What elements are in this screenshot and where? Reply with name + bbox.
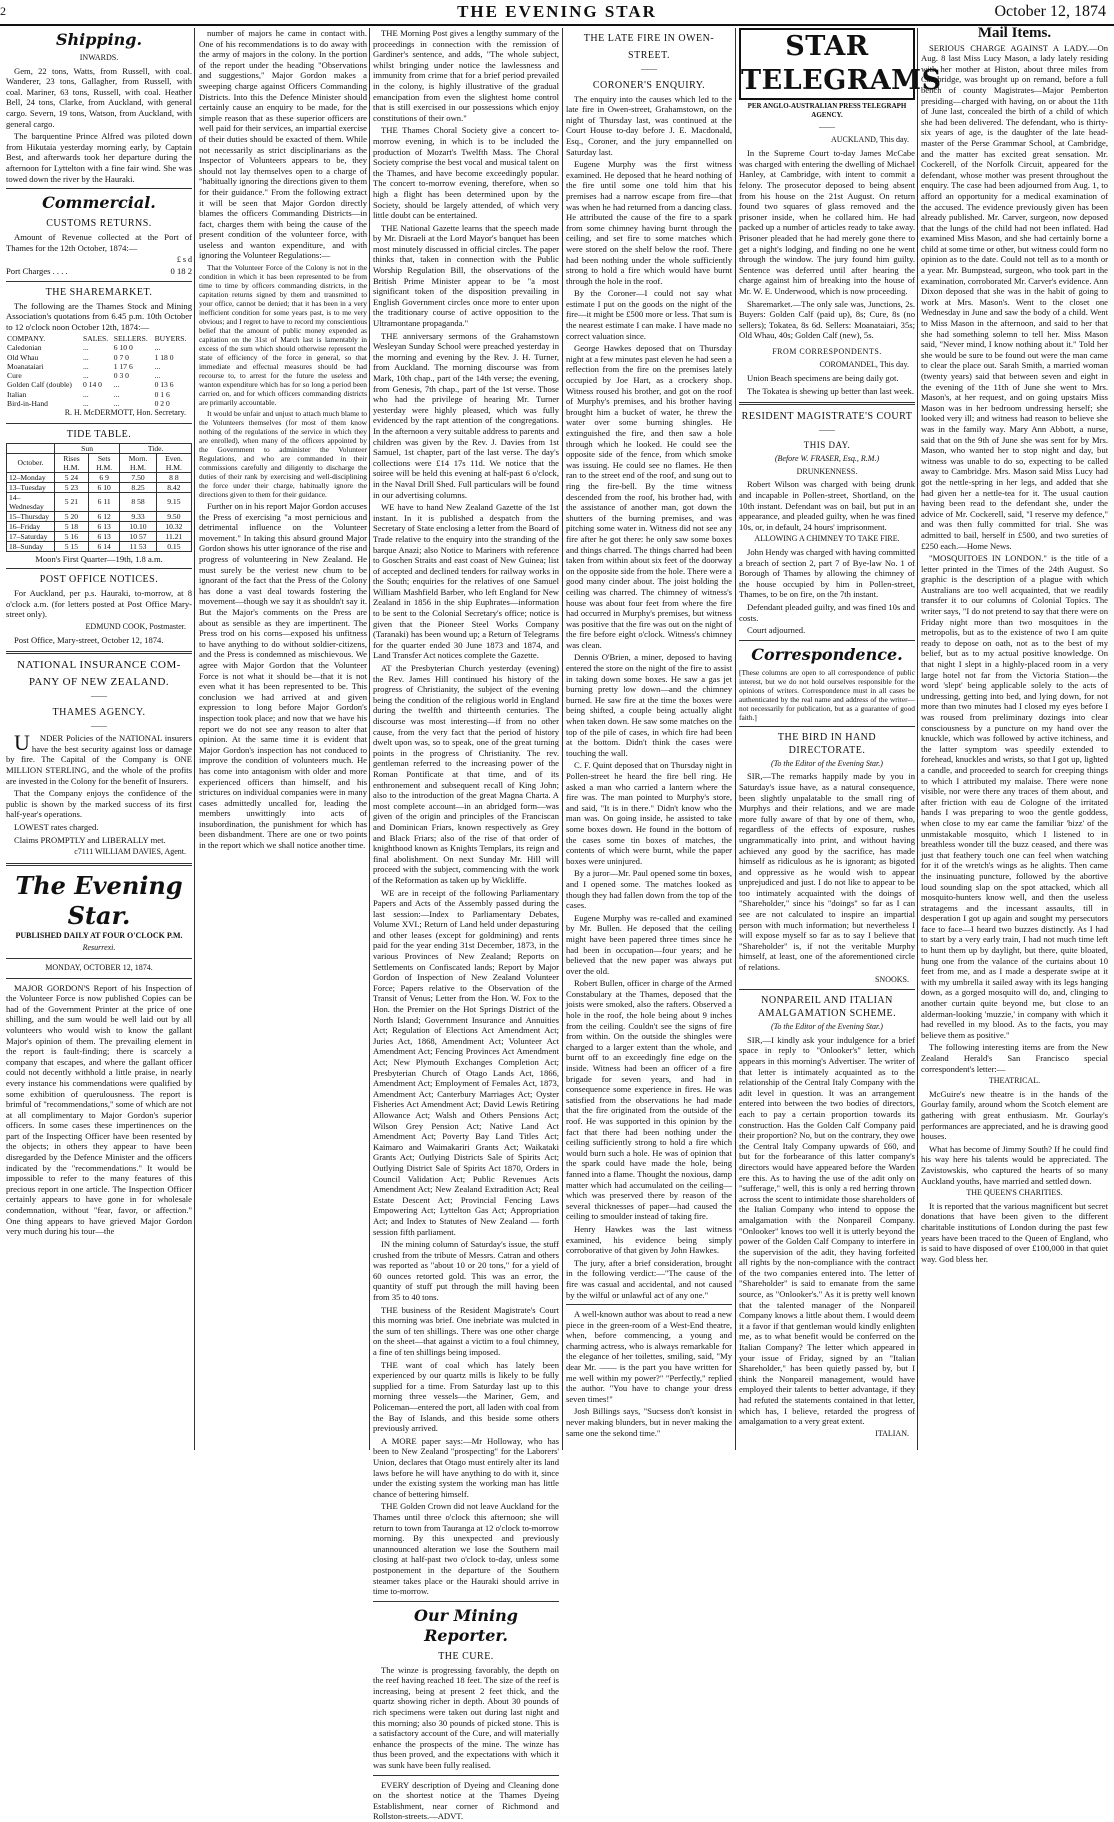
table-row — [6, 353, 192, 362]
table-cell: 11.21 — [156, 531, 191, 541]
to-editor: (To the Editor of the Evening Star.) — [771, 758, 883, 768]
port-charges-label: Port Charges . . . . — [6, 265, 68, 276]
advertisement: EVERY description of Dyeing and Cleaning done on the shortest notice at the Thames Dyeing Establishment, near corner of Richmond and Rollston-streets.—ADVT. — [373, 1779, 559, 1822]
table-header: Morn. H.M. — [120, 453, 156, 472]
divider — [566, 1304, 732, 1305]
ornament: —— — [819, 424, 835, 434]
table-header: Tide. — [120, 443, 192, 453]
table-cell: 5 24 — [54, 472, 88, 482]
table-header: Rises H.M. — [54, 453, 88, 472]
inquest-paragraph: Eugene Murphy was the first witness examined. He deposed that he heard nothing of the fire until some one told him that his premises had a narrow escape from fire—that was when he had returned from a dancing class. He attributed the cause of the fire to a spark from some chimney having burnt through the ceiling, and set fire to some matches which were stored on the shelf below the roof. There had been nothing under the whole sufficiently strong to hold a fire which would have burnt through the hole in the roof. — [566, 159, 732, 286]
mail-paragraph: SERIOUS CHARGE AGAINST A LADY.—On Aug. 8 last Miss Lucy Mason, a lady lately residing with her mother at Histon, about three miles from Cambridge, was brought up on remand, before a full bench of county Magistrates—Major Pemberton presiding—charged with having, on or about the 11th of June last, concealed the birth of a child of which she had been delivered. The defendant, who is thirty-six years of age, is the daughter of the late head-master of the Perse Grammar School, at Cambridge, and the matter has excited great sensation. Mr. Cockerell, of the Norfolk Circuit, appeared for the defendant, whose mother was present throughout the enquiry. The case had been adjourned from Aug. 1, to afford an opportunity for a medical examination of the accused. The evidence previously given has been already published. Mr. Carver, surgeon, now deposed that the lungs of the child had not been inflated. Had examined Miss Mason, and she had certainly borne a child at some time or other, but witness could form no opinion as to the date. Could not tell as to a month or a year. Mr. Bumpstead, surgeon, who took part in the examination, corroborated Mr. Carver's evidence. Ann Dixon deposed that she was in the habit of going to work at Mrs. Mason's. Went to the closet one Wednesday in June and saw the body of a child. Went to Miss Mason in the afternoon, and said to her that she had something solemn to tell her. Miss Mason said, "Never mind, I know nothing about it." Told her she would be sure to be found out were the man came to clear the place out. Sarah Smith, a married woman (twenty years) said that between seven and eight in the evening of the 11th of June she went to Mrs. Mason's, at her request, and on going upstairs Miss Mason was in her bedroom undressing herself; she looked very ill; and witness had reason to believe she was in the family way. Mary Ann Abbott, a nurse, said that on the 9th of June she was sent for by Mrs. Mason, who wanted her to stop night and day, but witness was unable to do so, expecting to be called away to Cambridge. Mrs. Mason said Miss Lucy had got the nettle-spring in her legs, and added that she had given her a nettle-tea for it. The usual caution having been read to the defendant she, under the advice of Mr. Cockerell, said, "I reserve my defence," and was then fully committed for trial. She was admitted to bail, herself in £500, and two sureties of £250 each.—Home News. — [921, 42, 1108, 551]
insurance-rates: LOWEST rates charged. — [14, 822, 99, 832]
table-cell: ... — [82, 371, 89, 381]
news-paragraph: THE Morning Post gives a lengthy summary of the proceedings in connection with the remission of Gardiner's sentence, and adds, "The whole subject, whilst bringing under notice the lawlessness and immunity from crime that for a brief period prevailed in the colony, is highly illustrative of the gradual emancipation from even the slightest home control that is still exercised in our possessions which enjoy constitutions of their own." — [373, 28, 559, 123]
table-header — [7, 443, 55, 453]
divider — [6, 423, 192, 424]
issue-date: MONDAY, OCTOBER 12, 1874. — [45, 962, 153, 972]
telegraph-agency: PER ANGLO-AUSTRALIAN PRESS TELEGRAPH AGENCY. — [747, 102, 907, 119]
divider — [373, 1601, 559, 1602]
news-paragraph: THE want of coal which has lately been experienced by our quartz mills is likely to be fully supplied for a time. From Saturday last up to this morning three vessels—the Mariner, Gem, and Policeman—entered the port, all laden with coal from the Bay of Islands, and this beside some others previously arrived. — [373, 1359, 559, 1434]
mail-paragraph: The following interesting items are from the New Zealand Herald's San Francisco special correspondent's letter:— — [921, 1042, 1108, 1074]
table-cell: 0 13 6 — [154, 380, 174, 390]
dateline: COROMANDEL, This day. — [819, 359, 909, 369]
table-row — [7, 531, 192, 541]
fire-heading-1: THE LATE FIRE IN OWEN- — [583, 33, 715, 44]
divider — [6, 188, 192, 189]
port-charges-row — [6, 266, 192, 277]
insurance-text-2: That the Company enjoys the confidence of the public is shown by the marked success of its first half-year's operations. — [6, 788, 192, 820]
inwards-text: Gem, 22 tons, Watts, from Russell, with coal. Wanderer, 23 tons, Gallagher, from Russell, with coal. Mariner, 63 tons, Russell, with coal. Heather Bell, 24 tons, Clarke, from Auckland, with general cargo. Severn, 19 tons, Watson, from Auckland, with general cargo. — [6, 65, 192, 129]
table-row — [6, 380, 192, 389]
editorial-continued: number of majors he came in contact with. One of his recommendations is to do away with the army of majors in the colony. In the portion of the report under the heading "Observations and suggestions," Major Gordon makes a sweeping charge against Officers Commanding Districts. Into this the Defence Minister should certainly cause an enquiry to be made, for the simple reason that as these superior officers are well paid for their services, an impartial exercise of their duties should be exacted of them. While not necessarily as strict disciplinarians as the Inspector of Volunteers appears to be, they should not lay themselves open to a charge of "habitually ignoring the directions given to them for their guidance." From the following extract it will be seen that Major Gordon directly blames the officers Commanding Districts—in fact, charges them with being the cause of the present condition of the volunteer force, with useless and wanton expenditure, and with ignoring the Volunteer Regulations:— — [199, 28, 367, 261]
column-rule — [735, 28, 736, 1450]
inquest-paragraph: The jury, after a brief consideration, brought in the following verdict:—"The cause of the fire was casual and accidental, and not caused by the wilful or unlawful act of any one." — [566, 1257, 732, 1300]
table-cell: Moanataiari — [7, 361, 44, 371]
table-cell: Bird-in-Hand — [7, 398, 48, 408]
commercial-heading: Commercial. — [42, 193, 156, 213]
table-cell: 8 58 — [120, 492, 156, 511]
table-cell: 6 13 — [89, 521, 120, 531]
page-number: 2 — [0, 4, 6, 18]
news-paragraph: WE have to hand New Zealand Gazette of the 1st instant. In it is published a despatch from the Secretary of State enclosing a letter from the Board of Trade relative to the enquiry into the stranding of the barque Anazi; also Notice to Mariners with reference to Goschen Straits and east coast of New Guinea; list of accepted and declined tenders for railway works in the South; enquiries for the relatives of one Samuel William Mashfield Barber, who left England for New Zealand in 1856 in the ship Euphrates—information to be sent to the Colonial Secretary's office; notice is given that the Pioneer Steel Works Company (Taranaki) has been wound up; a Return of Telegrams for the quarter ended 30 June 1873 and 1874, and Land Transfer Act notices complete the Gazette. — [373, 502, 559, 661]
table-cell: 5 21 — [54, 492, 88, 511]
table-cell: ... — [154, 343, 161, 353]
inquest-paragraph: George Hawkes deposed that on Thursday night at a few minutes past eleven he had seen a reflection from the fire on the premises lately occupied by Joe Hart, as a crockery shop. Witness roused his brother, and got on the roof of Murphy's premises, and his brother having brought him a bucket of water, he threw the water over some burning shingles. He extinguished the fire, and then saw a hole through which he looked. He could see the opposite side of the fence, from which smoke was issuing. He could see no flames. He then ran to the street end of the roof, and sung out to ring the fire-bell. By the time witness descended from the roof, his brother had, with the assistance of another man, got down the shutters of the burning premises, and was pitching some water in. Witness did not see any fire after he got there: he only saw some boxes and things charred. The things charred had been taken from within about six feet of the doorway on the opposite side from the hole. There were a good many cinder about. The joist holding the ceiling was charred. The chimney of witness's house was about four feet from where the fire had occurred in Murphy's premises, but witness was positive that the fire was out on the night of the fire before eight o'clock. Witness's chimney was clean. — [566, 343, 732, 650]
post-signature: EDMUND COOK, Postmaster. — [85, 621, 186, 631]
table-row — [6, 399, 192, 408]
table-cell: 18–Sunday — [7, 541, 55, 551]
table-cell: 8 8 — [156, 472, 191, 482]
ornament: —— — [91, 720, 107, 730]
table-cell: 1 17 6 — [113, 361, 133, 371]
table-header: SALES. — [82, 334, 109, 344]
ornament: —— — [641, 64, 657, 73]
table-cell: 0 14 0 — [82, 380, 102, 390]
this-day: THIS DAY. — [803, 440, 851, 451]
fire-heading-2: STREET. — [628, 50, 670, 61]
court-text: Court adjourned. — [747, 625, 806, 636]
table-cell: 6 11 — [89, 492, 120, 511]
table-cell: ... — [82, 343, 89, 353]
post-date: Post Office, Mary-street, October 12, 1874. — [14, 635, 164, 646]
mining-heading: Our Mining Reporter. — [414, 1605, 518, 1645]
table-cell: 7.50 — [120, 472, 156, 482]
divider — [6, 568, 192, 569]
moon-note: Moon's First Quarter—19th, 1.8 a.m. — [35, 553, 163, 564]
table-cell: 6 14 — [89, 541, 120, 551]
table-cell: 0 7 0 — [113, 352, 129, 362]
table-cell: 5 20 — [54, 511, 88, 521]
letter-signature: ITALIAN. — [875, 1428, 909, 1438]
table-cell: ... — [154, 361, 161, 371]
table-cell: ... — [82, 352, 89, 362]
table-row — [7, 443, 192, 453]
thames-agency: THAMES AGENCY. — [52, 706, 146, 718]
masthead-title: THE EVENING STAR — [457, 2, 657, 21]
inquest-paragraph: Robert Bullen, officer in charge of the Armed Constabulary at the Thames, deposed that the joists were smoked, also the rafters. Observed a hole in the roof, the hole being about 9 inches from the ceiling. Couldn't see the signs of fire from within. On the outside the shingles were charged to a larger extent than the whole, and burnt off to an exceedingly fine edge on the inside. Witness had been an officer of a fire brigade for seven years, and had in consequence some experience in fires. He was satisfied from the observations he had made that the fire originated from the outside of the roof. He was supported in this opinion by the fact that there had been nothing under the ceiling sufficiently strong to hold a fire which would burn such a hole. He was of opinion that the spark could have made the hole, being fanned into a flame. Thought the noxious, damp matter which had accumulated on the ceiling—which was preserved there by reason of the several thicknesses of paper—had caused the ceiling to smoulder instead of taking fire. — [566, 978, 732, 1222]
sharemarket-heading: THE SHAREMARKET. — [45, 286, 153, 298]
table-cell: ... — [154, 371, 161, 381]
mail-items-heading: Mail Items. — [977, 25, 1052, 41]
drunkenness-heading: DRUNKENNESS. — [796, 466, 858, 476]
before-line: (Before W. FRASER, Esq., R.M.) — [774, 454, 880, 464]
table-header: SELLERS. — [113, 334, 148, 344]
divider — [739, 726, 915, 727]
table-cell: 0 2 0 — [154, 398, 170, 408]
divider — [739, 989, 915, 990]
ornament: —— — [91, 691, 107, 701]
tide-heading: TIDE TABLE. — [66, 428, 132, 440]
rm-court-heading: RESIDENT MAGISTRATE'S COURT — [741, 410, 913, 422]
news-paragraph: IN the mining column of Saturday's issue, the stuff crushed from the tribute of Messrs. Catran and others was reported as "about 10 or 20 tons," for a yield of 60 ounces retorted gold. This was an error, the quantity of stuff put through the mill having been from 35 to 40 tons. — [373, 1239, 559, 1303]
table-cell: 5 16 — [54, 531, 88, 541]
telegram-text: Sharemarket.—The only sale was, Junctions, 2s. Buyers: Golden Calf (paid up), 8s; Cure, 8s (no sellers); Tokatea, 8s 6d. Sellers: Moanataiari, 35s; Old Whau, 40s; Golden Calf (new), 5s. — [739, 298, 915, 341]
table-cell: 14–Wednesday — [7, 492, 55, 511]
divider — [373, 1775, 559, 1776]
cure-heading: THE CURE. — [438, 1650, 494, 1662]
customs-text: Amount of Revenue collected at the Port of Thames for the 12th October, 1874:— — [6, 232, 192, 253]
insurance-heading-2: PANY OF NEW ZEALAND. — [28, 676, 170, 689]
table-cell: ... — [113, 389, 120, 399]
table-row — [7, 521, 192, 531]
table-cell: 9.33 — [120, 511, 156, 521]
divider — [6, 651, 192, 654]
inquest-paragraph: The enquiry into the causes which led to the late fire in Owen-street, Grahamstown, on the night of Thursday last, was continued at the Court House to-day before J. E. Macdonald, Esq., Coroner, and the jury empannelled on Saturday last. — [566, 93, 732, 157]
barquentine-text: The barquentine Prince Alfred was piloted down from Hikutaia yesterday morning early, by Captain Best, and afterwards took her departure during the afternoon for Lyttelton with a fine fair wind. She was towed down the river by the Hauraki. — [6, 131, 192, 184]
table-cell: 17–Saturday — [7, 531, 55, 541]
table-header: Sets H.M. — [89, 453, 120, 472]
table-header: COMPANY. — [7, 334, 46, 344]
news-paragraph: THE anniversary sermons of the Grahamstown Wesleyan Sunday School were preached yesterday in the morning and evening by the Rev. J. H. Turner, from Auckland. The morning discourse was from Mark, 10th chap., part of the 14th verse; the evening, from Genesis, 7th chap., part of the 1st verse. Those who had the privilege of hearing Mr. Turner yesterday were highly pleased, which was fully evidenced by the rapt attention of the congregations. In the afternoon a very suitable address to parents and children was given by the Rev. J. Davies from 1st Samuel, 1st chapter, part of the last verse. The day's collections were £14 17s 11d. We notice that the soiree will be held this evening at half-past 6 o'clock, in the Naval Drill Shed. Full particulars will be found in our advertising columns. — [373, 330, 559, 500]
table-cell: 10 57 — [120, 531, 156, 541]
inquest-paragraph: Henry Hawkes was the last witness examined, his evidence being simply corroborative of that given by John Hawkes. — [566, 1223, 732, 1256]
table-cell: 9.15 — [156, 492, 191, 511]
table-cell: 9.50 — [156, 511, 191, 521]
column-rule — [917, 28, 918, 1450]
divider — [6, 978, 192, 979]
table-cell: 10.32 — [156, 521, 191, 531]
table-header: Sun — [54, 443, 119, 453]
column-5 — [739, 28, 942, 1450]
inquest-heading: CORONER'S ENQUIRY. — [592, 79, 706, 91]
lsd-header: £ s d — [176, 255, 192, 265]
inquest-paragraph: By the Coroner—I could not say what estimate I put on the goods on the night of the fire—it might be £500 more or less. That sum is the nearest estimate I can make. I have made no correct valuation since. — [566, 288, 732, 341]
editorial-text: MAJOR GORDON'S Report of his Inspection of the Volunteer Force is now published Copies can be had of the Government Printer at the price of one shilling, and the sum would be well laid out by all volunteers who would wish to know the gallant Major's opinion of them. The prevailing element in the report is fault-finding; there is scarcely a company that escapes, and where the gallant officer could not decently withhold a little praise, in nearly every instance his commendations were qualified by some exhibition of querulousness. The report is brimful of "recommendations," some of which are not at all complimentary to Major Gordon's superior officers. In some cases these impertinences on the part of the Inspecting Officer have been resented by the objects; in others they appear to have been disregarded by the Defence Minister and the officers indicated by the "recommendations." It would be impossible to refer to the many features of this precious report in one article. The Inspection Officer certainly appears to have gone in for wholesale condemnation, without "fear, favor, or affection." One thing appears to have grieved Major Gordon very much during his tour—the — [6, 982, 193, 1237]
table-cell: Old Whau — [7, 352, 39, 362]
table-cell: Italian — [7, 389, 27, 399]
table-cell: 6 13 — [89, 531, 120, 541]
table-header: Even. H.M. — [156, 453, 191, 472]
ornament: —— — [819, 122, 835, 131]
correspondents-heading: FROM CORRESPONDENTS. — [772, 346, 882, 356]
table-cell: 16–Friday — [7, 521, 55, 531]
mail-paragraph: It is reported that the various magnificent but secret donations that have been given to the different charitable institutions of London during the past few years have been traced to the Queen of England, who is said to have disposed of over £100,000 in that quiet way. God bless her. — [921, 1200, 1108, 1264]
telegram-text: Union Beach specimens are being daily got. — [747, 373, 899, 384]
evening-star-title: The Evening Star. — [15, 870, 183, 930]
table-cell: ... — [113, 398, 120, 408]
mail-paragraph: McGuire's new theatre is in the hands of the Gourlay family, around whom the Scotch element are gathering with great enthusiasm. Mr. Gourlay's performances are appreciated, and he is drawing good houses. — [921, 1088, 1108, 1142]
motto: Resurrexi. — [82, 943, 116, 953]
divider — [6, 281, 192, 282]
insurance-claims: Claims PROMPTLY and LIBERALLY met. — [14, 834, 166, 845]
table-row — [7, 511, 192, 521]
column-rule — [369, 28, 370, 1450]
table-cell: 1 18 0 — [154, 352, 174, 362]
table-cell: Cure — [7, 371, 22, 381]
tide-table — [6, 443, 192, 552]
letter-text: SIR,—I kindly ask your indulgence for a brief space in reply to "Onlooker's" letter, which appears in this morning's Advertiser. The writer of that letter is intimately acquainted as to the relationship of the Central Italy Company with the adit level in question. It was an arrangement entered into between the two bodies of directors, each to pay a certain proportion towards its construction. Has the Golden Calf Company paid their proportion? No, but on the contrary, they owe the Central Italy Company upwards of £60, and but for the forbearance of this latter company's directors would have appeared before the Warden ere this. As to having the use of the adit only on "sufferage," well, this is only a red herring thrown across the scent to intimidate those shareholders of the Italian Company who intend to oppose the amalgamation with the Nonpareil Company. "Onlooker" knows too well it is utterly beyond the power of the Golden Calf Company to interfere in the supervision of the adit, they having forfeited all rights by the non-compliance with the contract of the two companies entered into. The letter of "Shareholder" is said to emanate from the same source, as "Onlooker's." As it is pretty well known that the talented manager of the Nonpareil Company knows a little about them. I would deem it a favor if that gentleman would kindly enlighten me, as to what benefit would be conferred on the Italian Company? The letter which appeared in your issue of Friday, signed by an "Italian Shareholder," has been quietly passed by, but I think the Nonpareil management, would have employed their talents to better advantage, if they had refuted the statements contained in that letter, which has, I believe, retarded the progress of amalgamation to a very great extent. — [739, 1034, 915, 1427]
table-cell: 10.10 — [120, 521, 156, 531]
table-cell: Caledonian — [7, 343, 42, 353]
table-row — [7, 482, 192, 492]
theatrical-heading: THEATRICAL. — [988, 1076, 1041, 1086]
divider — [6, 958, 192, 959]
column-rule — [562, 28, 563, 1450]
table-cell: 6 10 — [89, 482, 120, 492]
shipping-heading: Shipping. — [55, 30, 143, 49]
chimney-heading: ALLOWING A CHIMNEY TO TAKE FIRE. — [754, 534, 900, 544]
column-6 — [921, 25, 1108, 1450]
insurance-text: UNDER Policies of the NATIONAL insurers have the best security against loss or damage by fire. The Capital of the Company is ONE MILLION STERLING, and the whole of the profits are invested in the Colony for the benefit of Insurers. — [6, 730, 192, 786]
table-cell: ... — [113, 380, 120, 390]
sharemarket-text: The following are the Thames Stock and Mining Association's quotations from 6.45 p.m. 10th October to 12 o'clock noon October 12th, 1874:— — [6, 300, 192, 332]
published-line: PUBLISHED DAILY AT FOUR O'CLOCK P.M. — [15, 930, 183, 940]
letter-signature: SNOOKS. — [874, 974, 909, 984]
court-text: Robert Wilson was charged with being drunk and incapable in Pollen-street, Shortland, on the 10th instant. Defendant was on bail, but put in an appearance, and pleaded guilty, when he was fined 10s, or, in default, 24 hours' imprisonment. — [739, 479, 915, 532]
news-paragraph: WE are in receipt of the following Parliamentary Papers and Acts of the Assembly passed during the last session:—Index to Parliamentary Debates, Volume XVI.; Return of Land held under depasturing and other leases (except for goldmining) and rents paid for the year ending 31st December, 1873, in the various Provinces of New Zealand; Reports on Settlements on Confiscated lands; Report by Major Gordon of Inspection of New Zealand Volunteer Force; Papers relative to the Observation of the Transit of Venus; Letter from the Hon. W. Fox to the Hon. the Premier on the Hot Springs District of the North Island; Government Insurance and Annuities Act; Regulation of Elections Act Amendment Act; Juries Act, 1868, Amendment Act; Volunteer Act Amendment Act; Fencing Provinces Act Amendment Act; New Plymouth Exchanges Completion Act; Presbyterian Church of Otago Lands Act, 1866, Amendment Act; Employment of Females Act, 1873, Amendment Act; Canterbury Marriages Act; Oyster Fisheries Act Amendment Act; David Lewis Retiring Allowance Act; Walsh and Others Pensions Act; Wilson Grey Pension Act; Native Land Act Amendment Act; Poverty Bay Land Titles Act; Kaimaro and Waimakariri Grants Act; Waikataki Grants Act; Outlying Districts Sale of Spirits Act; Outlying District Sale of Spirits Act 1870, Orders in Council Validation Act; Public Revenues Acts Amendment Act; New Zealand Extradition Act; Real Estate Descent Act; Provincial Fencing Laws Empowering Act; Lyttelton Gas Act; Appropriation Act; and Index to Statutes of New Zealand — forth session fifth parliament. — [373, 887, 559, 1237]
masthead-date: October 12, 1874 — [994, 3, 1106, 20]
table-cell: 15–Thursday — [7, 511, 55, 521]
news-paragraph: THE business of the Resident Magistrate's Court this morning was brief. One inebriate was mulcted in the sum of ten shillings. There was one other charge on the sheet—that against a victim to a foul chimney, a fine of ten shillings being imposed. — [373, 1304, 559, 1358]
inquest-paragraph: Dennis O'Brien, a miner, deposed to having entered the store on the night of the fire to assist in taking down some boxes. He saw a gas jet burning pretty low down—and the chimney burned. He saw fire at the time the boxes were being shifted, a couple being actually alight when taken down. He saw some matches on the top of the pile of cases, in which fire had been at the bottom. Didn't think the cases were touching the wall. — [566, 652, 732, 758]
table-cell: 6 9 — [89, 472, 120, 482]
news-paragraph: AT the Presbyterian Church yesterday (evening) the Rev. James Hill continued his history of the progress of Christianity, the subject of the evening being the condition of the religious world in England during the twelfth and thirteenth centuries. The discourse was most interesting—if from no other cause, from the very fact that the period of history dwelt upon was, so to speak, one of the great turning points in the progress of Christianity. The rev. gentleman referred to the increasing power of the Roman Pontificate at that time, and of its enthronement and subsequent recall of King John; also to the introduction of the great Magna Charta. A most complete account—in an abridged form—was given of the origin and principles of the Franciscan and Dominican Friars, known respectively as Grey and Black Friars; also of the rise of that order of knighthood known as Knights Templars, its reign and final abolishment. On next Sunday Mr. Hill will proceed with the subject, commencing with the work of the Reformation as taken up by Wickliffe. — [373, 663, 559, 885]
table-row — [6, 390, 192, 399]
column-rule — [194, 28, 195, 1450]
table-cell: 0 1 6 — [154, 389, 170, 399]
share-table — [6, 334, 192, 408]
inquest-paragraph: C. F. Quint deposed that on Thursday night in Pollen-street he heard the fire bell ring. He asked a man who carried a lantern where the fire was. The man pointed to Murphy's store, and said, "It is in there." Didn't know who the man was. On going inside, he assisted to take some boxes down. He found in the bottom of the cases some tin boxes of matches, the contents of which were burnt, while the paper boxes were uninjured. — [566, 760, 732, 866]
nonpareil-heading: NONPAREIL AND ITALIAN AMALGAMATION SCHEME. — [757, 995, 897, 1020]
bird-heading: THE BIRD IN HAND DIRECTORATE. — [777, 731, 877, 756]
queens-charities-heading: THE QUEEN'S CHARITIES. — [966, 1188, 1063, 1198]
divider — [6, 863, 192, 866]
table-cell: 8.42 — [156, 482, 191, 492]
news-paragraph: A MORE paper says:—Mr Holloway, who has been to New Zealand "prospecting" for the Laborers' Union, declares that Otago must entirely alter its land laws before he will have anything to do with it, since under the existing system the working man has little chance of bettering himself. — [373, 1435, 559, 1499]
table-cell: 8.25 — [120, 482, 156, 492]
table-cell: 5 23 — [54, 482, 88, 492]
telegrams-heading: STAR TELEGRAMS — [739, 28, 915, 100]
news-paragraph: THE Golden Crown did not leave Auckland for the Thames until three o'clock this afternoon; she will return to town from Tauranga at 12 o'clock to-morrow morning. By this unexpected and previously unannounced alteration we lose the Southern mail closing at half-past two o'clock to-day, unless some postponement in the departure of the Southern steamer takes place or the Hauraki should arrive in time to-morrow. — [373, 1501, 559, 1597]
table-cell: 6 10 0 — [113, 343, 133, 353]
masthead — [0, 0, 1114, 26]
table-cell: 13–Tuesday — [7, 482, 55, 492]
post-text: For Auckland, per p.s. Hauraki, to-morrow, at 8 o'clock a.m. (for letters posted at Post Office Mary-street only). — [6, 588, 192, 620]
table-cell: 5 15 — [54, 541, 88, 551]
divider — [739, 402, 915, 405]
table-cell: 0 3 0 — [113, 371, 129, 381]
cure-text: The winze is progressing favorably, the depth on the reef having reached 18 feet. The size of the reef is increasing, being at present 2 feet thick, and the quartz showing richer in depth. About 30 pounds of rich specimens were taken out during last night and this morning; also 30 pounds of picked stone. This is a satisfactory account of the Cure, and will materially enhance the prospects of the mine. The winze has thus been proved, and the expectations with which it was sunk have been fully realised. — [373, 1664, 559, 1771]
court-text: Defendant pleaded guilty, and was fined 10s and costs. — [739, 601, 915, 623]
column-1 — [6, 28, 192, 1450]
news-paragraph: THE Thames Choral Society give a concert to-morrow evening, in which is to be included the production of Mozart's Twelfth Mass. The Choral Society comprise the best vocal and musical talent on the Thames, and have become exceedingly popular. The concert to-morrow evening, therefore, when so high a flight has been determined upon by the Society, should be largely attended, of which very little doubt can be entertained. — [373, 125, 559, 221]
customs-heading: CUSTOMS RETURNS. — [46, 218, 152, 230]
editorial-extract: That the Volunteer Force of the Colony is not in the condition in which it has been represented to be from time to time by officers commanding districts, in the capitation returns signed by them and transmitted to your office, cannot be denied; that it has been in a very inefficient condition for some years past, is to me very obvious; and I regret to have to record my conscientious belief that the amount of public money expended as capitation on the 31st of March last is lamentably in excess of the sum which should otherwise represent the state of efficiency of the force in general, so that immediate and effectual measures should be had recourse to, to arrest for the future the useless and wanton expenditure which has for so long a period been carried on, and for which officers commanding districts are primarily accountable. — [199, 263, 367, 408]
insurance-signature: c7111 WILLIAM DAVIES, Agent. — [74, 847, 186, 857]
telegram-text: The Tokatea is shewing up better than last week. — [747, 386, 915, 397]
mail-paragraph: What has become of Jimmy South? If he could find his way here his talents would be appreciated. The Zavistowskis, who captured the hearts of so many Auckland youths, have married and settled down. — [921, 1143, 1108, 1186]
inwards-label: INWARDS. — [79, 53, 119, 62]
anecdote: Josh Billings says, "Sucsess don't konsist in never making blunders, but in never making the same one the sekond time." — [566, 1406, 732, 1438]
table-cell: Golden Calf (double) — [7, 380, 72, 390]
table-row — [7, 541, 192, 551]
to-editor: (To the Editor of the Evening Star.) — [771, 1022, 883, 1032]
table-cell: 12–Monday — [7, 472, 55, 482]
table-cell: 11 53 — [120, 541, 156, 551]
table-row — [6, 362, 192, 371]
divider — [739, 640, 915, 641]
table-row — [7, 472, 192, 482]
court-text: John Hendy was charged with having committed a breach of section 2, part 7 of Bye-law No. 1 of Borough of Thames by allowing the chimney of the house occupied by him in Pollen-street, Thames, to be on fire, on the 7th instant. — [739, 547, 915, 600]
table-row — [7, 492, 192, 511]
post-heading: POST OFFICE NOTICES. — [39, 574, 159, 586]
table-cell: 5 18 — [54, 521, 88, 531]
mail-paragraph: "MOSQUITOES IN LONDON." is the title of a letter printed in the Times of the 24th August. So graphic is the description of a plague with which Australians are too well acquainted, that we readily transfer it to our columns of Colonial Topics. The writer says, "I do not pretend to say that there were on Friday night more than two mosquitoes in the metropolis, but as to the existence of two I am quite ready to depose on oath, not as to the best of my belief, but as to my actual positive knowledge. On that night I slept in a highly-placed room in a very large hotel not far from the Victoria Station—the word 'slept' being applicable solely to the acts of undressing, getting into bed, and lying down, for not more than two minutes had I closed my eyes before I was roused from preliminary dozings into clear consciousness by a puncture on my hand over the knuckle, which was followed by active itchiness, and the latter symptom was speedily extended to forehead, knuckles and wrists, so that I got up, lighted a candle, and proceeded to search for creeping things to which I attributed my malaise. There were none visible, nor were there any traces of them about, and after friction with eau de Cologne of the irritated hands I was preparing to woo the gentle goddess, when close to my ear came the familiar 'bizz' of the unmistakable mosquito, which I listened to in breathless wonder till the buzz ceased, and there was just that feathery touch one can feel when watching for it of the wretch's wings as he alights. Then came the insinuating puncture, followed by the abortive loud sounding slap on the spot attacked, which all mosquito-hunters know well, and then the useless stratagems and the incessant assaults, till in desperation I got up again and sought my persecutors face to face—I heard two buzzes distinctly. As I had to start by a very early train, I had not much time left to hunt them up by daylight, but there, quite bloated, hung one from the valance of the curtains about 10 feet from me, and as I made a desperate swipe at it with my umbrella it sailed away with its legs hanging down, as a gorged mosquito will do, and, clinging to another curtain quite beyond me, but close to an alderman-looking 'muzzie,' in company with which it had revelled in my blood. As to the facts, you may believe them as positive." — [921, 553, 1108, 1040]
table-cell: ... — [82, 361, 89, 371]
correspondence-heading: Correspondence. — [751, 644, 903, 664]
insurance-heading-1: NATIONAL INSURANCE COM- — [17, 659, 181, 672]
table-cell: 6 12 — [89, 511, 120, 521]
table-row — [6, 371, 192, 380]
table-header: BUYERS. — [154, 334, 187, 344]
table-cell: ... — [82, 389, 89, 399]
table-row — [6, 343, 192, 352]
letter-text: SIR,—The remarks happily made by you in Saturday's issue have, as a natural consequence, been slightly unpalatable to the small ring of Murphys and their relations, and we are made more fully aware of that by one of them, who, regardless of the effects of exposure, rushes ungrammatically into print, and without having achieved any good by the sacrifice, has made himself as ridiculous as he is ignorant; as bigoted and oppressive as he would wish to appear unprejudiced and just. I do not like to appear to be too intimately acquainted with the doings of "Shareholder," since his "doings" so far as I can see are not calculated to inspire an impartial person with much information; but nevertheless I will expose myself so far as to say I believe that "Shareholder" is, if not the veritable Murphy himself, at least, one of the aforementioned circle of relations. — [739, 771, 915, 973]
dateline: AUCKLAND, This day. — [831, 134, 909, 144]
anecdote: A well-known author was about to read a new piece in the green-room of a West-End theatre, when, before commencing, a young and charming actress, who is always remarkable for the elegance of her toilettes, smiling, said, "My dear Mr. —— is the part you have written for me well within my power?" "Perfectly," replied the author. "You have to change your dress seven times!" — [566, 1309, 732, 1404]
inquest-paragraph: By a juror—Mr. Paul opened some tin boxes, and I opened some. The matches looked as though they had fallen down from the top of the cases. — [566, 868, 732, 911]
table-row — [7, 453, 192, 472]
column-3 — [373, 28, 559, 1822]
inquest-paragraph: Eugene Murphy was re-called and examined by Mr. Bullen. He deposed that the ceiling might have been papered three times since he had been in occupation—four years; and he believed that the new paper was always put over the old. — [566, 912, 732, 976]
table-row — [6, 334, 192, 343]
news-paragraph: THE National Gazette learns that the speech made by Mr. Disraeli at the Lord Mayor's banquet has been most minutely discussed in official circles. The paper thinks that, taken in connection with the Public Worship Regulation Bill, the observations of the British Prime Minister appear to be "a most significant token of the disposition prevailing in English Government circles once more to enter upon the traditionary course of active opposition to the Ultramontane propaganda." — [373, 222, 559, 329]
table-cell: 0.15 — [156, 541, 191, 551]
port-charges-value: 0 18 2 — [170, 265, 192, 276]
share-signature: R. H. McDERMOTT, Hon. Secretary. — [64, 407, 186, 417]
table-cell: ... — [82, 398, 89, 408]
editorial-extract-2: It would be unfair and unjust to attach much blame to the Volunteers themselves (for most of them know nothing of the regulations of the service in which they are enrolled), when many of the officers appointed by the Government to administer the Volunteer Regulations, and who are commanded in their commissions carefully and diligently to discharge the duties of their rank by exercising and well-disciplining the force under their charge, habitually ignore the directions given to them for their guidance. — [199, 409, 367, 500]
telegram-text: In the Supreme Court to-day James McCabe was charged with entering the dwelling of Michael Hanley, at Cambridge, with intent to commit a felony. The prosecutor deposed to being absent from his house on the 21st August. On return found two squares of glass removed and the prisoner inside, when he collared him. He had packed up a number of articles ready to take away. Prisoner pleaded that he had merely gone there to get a night's lodging, and finding no one he went through the window. The jury found him guilty. Sentence was deferred until after hearing the charge against him of breaking into the house of Mr. W. E. Underwood, which is now proceeding. — [739, 148, 915, 296]
editorial-conclusion: Further on in his report Major Gordon accuses the Press of exercising "a most pernicious and detrimental influence on the Volunteer movement." In taking this absurd ground Major Gordon shows his utter ignorance of the rise and progress of volunteering in New Zealand. He must surely be the veriest new chum to be ignorant of the fact that the Press of the Colony has done a vast deal towards fostering the movement—though we say it as shouldn't say it. But the Major's comments on the Press are about as sensible as they are impertinent. The Press trod on his corns—exposed his unfitness to have anything to do without soldier-citizens, and the Press is condemned as mischievous. We agree with Major Gordon that the Volunteer Force is not what it should be—that it is not even what it has been represented to be. This conclusion we had arrived at and given expression to long before Major Gordon's inspection took place; and now that we have his report we do not see any reason to alter that opinion. At the same time it is evident that Major Gordon's inspection has not conduced to improve the condition of volunteers much. He has come into antagonism with older and more experienced officers than himself, and his strictures on individual companies were in many cases admittedly uncalled for, leading the members unwittingly into acts of insubordination, the punishment for which has been disbandment. There are one or two points in the report which we shall notice another time. — [199, 501, 367, 851]
column-4 — [566, 28, 732, 1450]
table-header: October. — [7, 453, 55, 472]
column-2 — [199, 28, 367, 1450]
disclaimer: [These columns are open to all correspondence of public interest, but we do not hold ourselves responsible for the opinions of writers. Correspondence must in all cases be authenticated by the real name and address of the writer—not necessarily for publication, but as a guarantee of good faith.] — [739, 667, 915, 722]
